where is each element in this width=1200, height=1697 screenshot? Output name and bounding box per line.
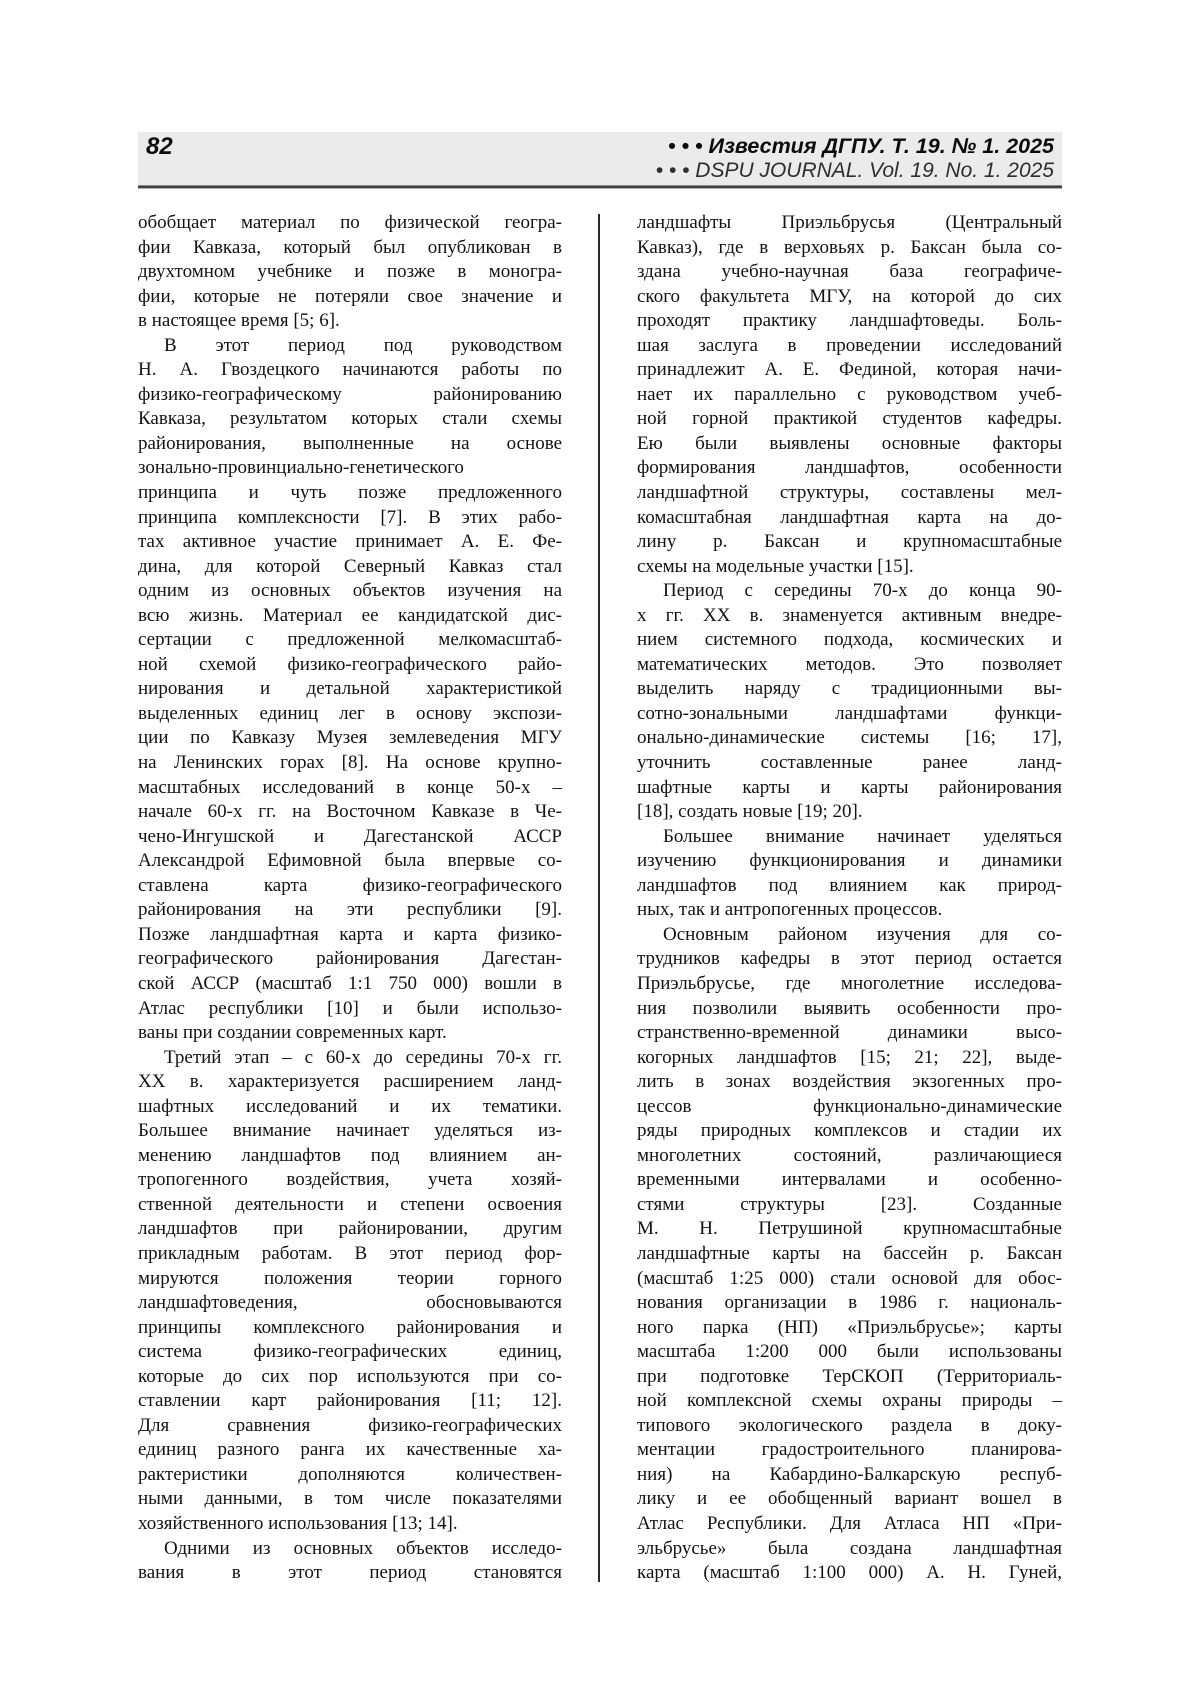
text-line: ландшафтов под влиянием как природ- — [637, 874, 1062, 896]
text-line: ландшафтоведения, обосновываются — [138, 1292, 562, 1314]
text-line: принадлежит А. Е. Фединой, которая начи- — [637, 359, 1062, 381]
text-line: географического районирования Дагестан- — [138, 948, 562, 970]
text-line: карта (масштаб 1:100 000) А. Н. Гуней, — [637, 1562, 1062, 1584]
text-line: чено-Ингушской и Дагестанской АССР — [138, 825, 562, 847]
text-line: система физико-географических единиц, — [138, 1341, 562, 1363]
text-line: единиц разного ранга их качественные ха- — [138, 1439, 562, 1461]
column-divider — [598, 214, 600, 1582]
text-line: Одними из основных объектов исследо- — [164, 1537, 562, 1559]
text-line: Приэльбрусье, где многолетние исследова- — [637, 972, 1062, 994]
text-line: Основным районом изучения для со- — [663, 923, 1062, 945]
text-line: Кавказа, результатом которых стали схемы — [138, 408, 562, 430]
text-line: принципа комплексности [7]. В этих рабо- — [138, 506, 562, 528]
text-line: Н. А. Гвоздецкого начинаются работы по — [138, 359, 562, 381]
text-line: тропогенного воздействия, учета хозяй- — [138, 1169, 562, 1191]
text-line: районирования, выполненные на основе — [138, 432, 562, 454]
text-line: физико-географическому районированию — [138, 383, 562, 405]
text-line: лину р. Баксан и крупномасштабные — [637, 531, 1062, 553]
header-band — [138, 132, 1062, 185]
text-line: Кавказ), где в верховьях р. Баксан была со- — [637, 236, 1062, 258]
text-line: Позже ландшафтная карта и карта физико- — [138, 923, 562, 945]
journal-title-en: • • • DSPU JOURNAL. Vol. 19. No. 1. 2025 — [655, 159, 1054, 182]
text-line: ряды природных комплексов и стадии их — [637, 1120, 1062, 1142]
text-line: М. Н. Петрушиной крупномасштабные — [637, 1218, 1062, 1240]
text-line: районирования на эти республики [9]. — [138, 899, 562, 921]
text-line: шафтных исследований и их тематики. — [138, 1095, 562, 1117]
text-line: Большее внимание начинает уделяться — [663, 825, 1062, 847]
text-line: Атлас республики [10] и были использо- — [138, 997, 562, 1019]
text-line: выделить наряду с традиционными вы- — [637, 678, 1062, 700]
left-column — [138, 211, 562, 1586]
text-line: изучению функционирования и динамики — [637, 850, 1062, 872]
text-line: Большее внимание начинает уделяться из- — [138, 1120, 562, 1142]
text-line: ландшафтные карты на бассейн р. Баксан — [637, 1242, 1062, 1264]
page-number: 82 — [146, 133, 173, 160]
text-line: ландшафты Приэльбрусья (Центральный — [637, 212, 1062, 233]
text-line: рактеристики дополняются количествен- — [138, 1463, 562, 1485]
text-line: ского факультета МГУ, на которой до сих — [637, 285, 1062, 307]
text-line: Для сравнения физико-географических — [138, 1414, 562, 1436]
text-line: уточнить составленные ранее ланд- — [637, 752, 1062, 774]
text-line: типового экологического раздела в доку- — [637, 1414, 1062, 1436]
text-line: вания в этот период становятся — [138, 1562, 562, 1584]
text-line: шая заслуга в проведении исследований — [637, 334, 1062, 356]
text-line: фии Кавказа, который был опубликован в — [138, 236, 562, 258]
text-line: нирования и детальной характеристикой — [138, 678, 562, 700]
text-line: масштабных исследований в конце 50-х – — [138, 776, 562, 798]
text-line: формирования ландшафтов, особенности — [637, 457, 1062, 479]
text-line: на Ленинских горах [8]. На основе крупно- — [138, 752, 562, 774]
text-line: цессов функционально-динамические — [637, 1095, 1062, 1117]
text-line: онально-динамические системы [16; 17], — [637, 727, 1062, 749]
text-line: ния) на Кабардино-Балкарскую респуб- — [637, 1463, 1062, 1485]
text-line: начале 60-х гг. на Восточном Кавказе в Че- — [138, 801, 562, 823]
text-line: масштаба 1:200 000 были использованы — [637, 1341, 1062, 1363]
text-line: ного парка (НП) «Приэльбрусье»; карты — [637, 1316, 1062, 1338]
text-line: комасштабная ландшафтная карта на до- — [637, 506, 1062, 528]
text-line: здана учебно-научная база географиче- — [637, 261, 1062, 283]
text-line: зонально-провинциально-генетического — [138, 457, 464, 479]
text-line: принципа и чуть позже предложенного — [138, 482, 562, 504]
text-line: хозяйственного использования [13; 14]. — [138, 1512, 458, 1534]
text-line: ных, так и антропогенных процессов. — [637, 899, 943, 921]
text-line: Третий этап – с 60-х до середины 70-х гг. — [164, 1046, 562, 1068]
text-line: ХХ в. характеризуется расширением ланд- — [138, 1071, 562, 1093]
text-line: математических методов. Это позволяет — [637, 653, 1062, 675]
text-line: ментации градостроительного планирова- — [637, 1439, 1062, 1461]
text-line: ставлении карт районирования [11; 12]. — [138, 1390, 562, 1412]
text-line: двухтомном учебнике и позже в моногра- — [138, 261, 562, 283]
text-line: ной схемой физико-географического райо- — [138, 653, 562, 675]
text-line: Александрой Ефимовной была впервые со- — [138, 850, 562, 872]
text-line: трудников кафедры в этот период остается — [637, 948, 1062, 970]
text-line: лить в зонах воздействия экзогенных про- — [637, 1071, 1062, 1093]
text-line: временными интервалами и особенно- — [637, 1169, 1062, 1191]
header-rule — [138, 185, 1062, 189]
text-line: обобщает материал по физической геогра- — [138, 212, 562, 233]
text-line: сертации с предложенной мелкомасштаб- — [138, 629, 562, 651]
text-line: тах активное участие принимает А. Е. Фе- — [138, 531, 562, 553]
text-line: Атлас Республики. Для Атласа НП «При- — [637, 1512, 1062, 1534]
text-line: ваны при создании современных карт. — [138, 1022, 447, 1044]
text-line: В этот период под руководством — [164, 334, 562, 356]
text-line: Ею были выявлены основные факторы — [637, 432, 1062, 454]
text-line: прикладным работам. В этот период фор- — [138, 1242, 562, 1264]
text-line: ции по Кавказу Музея землеведения МГУ — [138, 727, 562, 749]
journal-titles — [656, 134, 1054, 183]
journal-title-ru: • • • Известия ДГПУ. Т. 19. № 1. 2025 — [668, 134, 1054, 158]
text-line: ной комплексной схемы охраны природы – — [637, 1390, 1062, 1412]
text-line: дина, для которой Северный Кавказ стал — [138, 555, 562, 577]
right-column — [637, 211, 1062, 1586]
text-line: ландшафтной структуры, составлены мел- — [637, 482, 1062, 504]
text-line: ными данными, в том числе показателями — [138, 1488, 562, 1510]
text-line: в настоящее время [5; 6]. — [138, 310, 340, 332]
text-line: нием системного подхода, космических и — [637, 629, 1062, 651]
text-line: ской АССР (масштаб 1:1 750 000) вошли в — [138, 972, 562, 994]
text-line: ставлена карта физико-географического — [138, 874, 562, 896]
text-line: х гг. ХХ в. знаменуется активным внедре- — [637, 604, 1062, 626]
text-line: [18], создать новые [19; 20]. — [637, 801, 863, 823]
text-line: лику и ее обобщенный вариант вошел в — [637, 1488, 1062, 1510]
text-line: которые до сих пор используются при со- — [138, 1365, 562, 1387]
text-line: фии, которые не потеряли свое значение и — [138, 285, 562, 307]
text-line: ной горной практикой студентов кафедры. — [637, 408, 1062, 430]
text-line: эльбрусье» была создана ландшафтная — [637, 1537, 1062, 1559]
text-line: (масштаб 1:25 000) стали основой для обос- — [637, 1267, 1062, 1289]
text-line: ния позволили выявить особенности про- — [637, 997, 1062, 1019]
text-line: Период с середины 70-х до конца 90- — [663, 580, 1062, 602]
text-line: выделенных единиц лег в основу экспози- — [138, 702, 562, 724]
text-line: менению ландшафтов под влиянием ан- — [138, 1144, 562, 1166]
text-line: при подготовке ТерСКОП (Территориаль- — [637, 1365, 1062, 1387]
text-line: схемы на модельные участки [15]. — [637, 555, 914, 577]
text-line: когорных ландшафтов [15; 21; 22], выде- — [637, 1046, 1062, 1068]
text-line: странственно-временной динамики высо- — [637, 1022, 1062, 1044]
text-line: проходят практику ландшафтоведы. Боль- — [637, 310, 1062, 332]
text-line: нает их параллельно с руководством учеб- — [637, 383, 1062, 405]
text-line: нования организации в 1986 г. националь- — [637, 1292, 1062, 1314]
text-line: шафтные карты и карты районирования — [637, 776, 1062, 798]
text-line: многолетних состояний, различающиеся — [637, 1144, 1062, 1166]
text-line: принципы комплексного районирования и — [138, 1316, 562, 1338]
text-line: одним из основных объектов изучения на — [138, 580, 562, 602]
text-line: ственной деятельности и степени освоения — [138, 1193, 562, 1215]
text-line: мируются положения теории горного — [138, 1267, 562, 1289]
text-line: всю жизнь. Материал ее кандидатской дис- — [138, 604, 562, 626]
text-line: стями структуры [23]. Созданные — [637, 1193, 1062, 1215]
text-line: ландшафтов при районировании, другим — [138, 1218, 562, 1240]
text-line: сотно-зональными ландшафтами функци- — [637, 702, 1062, 724]
